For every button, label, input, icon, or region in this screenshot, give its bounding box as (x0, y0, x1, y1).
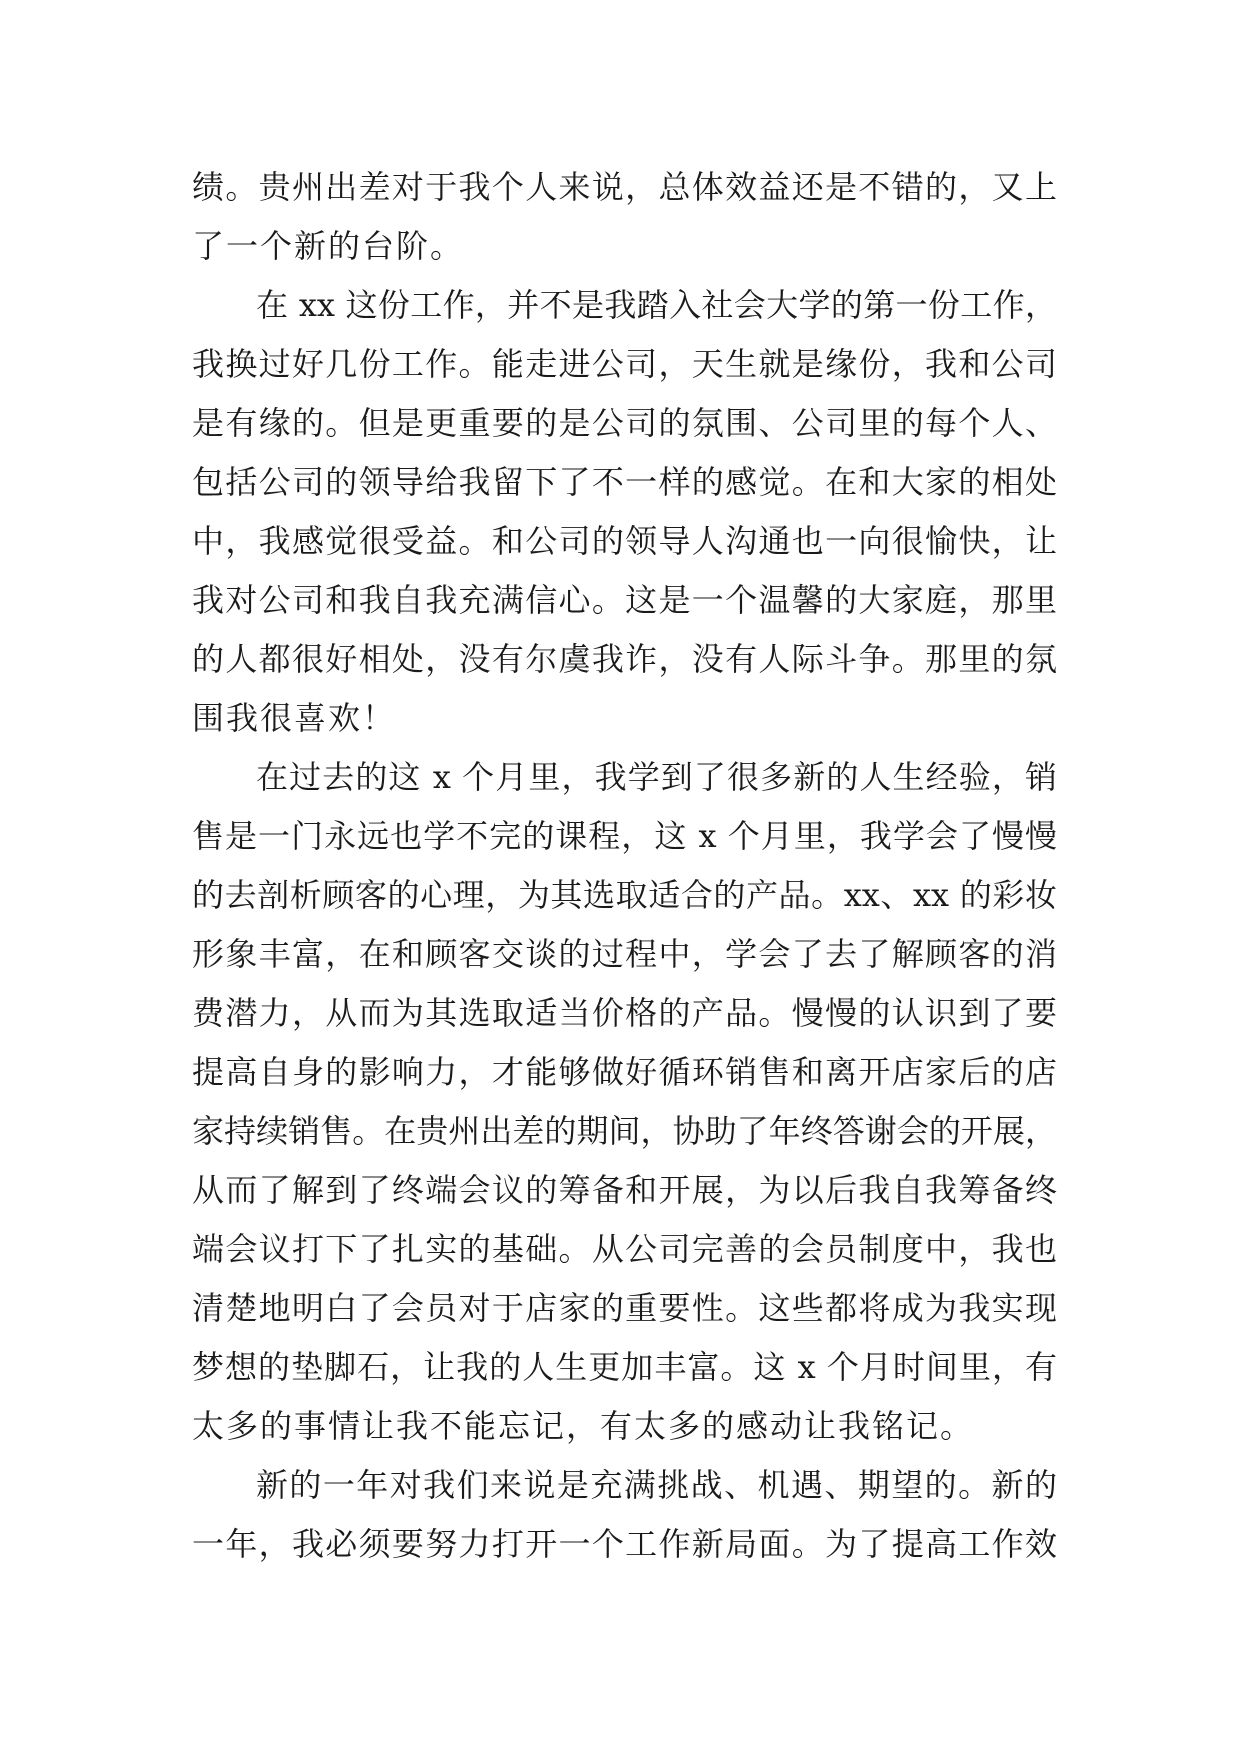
text-line: 的人都很好相处，没有尔虞我诈，没有人际斗争。那里的氛 (192, 640, 1057, 678)
text-line: 售是一门永远也学不完的课程，这 x 个月里，我学会了慢慢 (192, 817, 1057, 855)
text-line: 新的一年对我们来说是充满挑战、机遇、期望的。新的 (256, 1466, 1057, 1504)
text-line: 中，我感觉很受益。和公司的领导人沟通也一向很愉快，让 (192, 522, 1057, 560)
text-line: 我换过好几份工作。能走进公司，天生就是缘份，我和公司 (192, 345, 1057, 383)
text-line: 家持续销售。在贵州出差的期间，协助了年终答谢会的开展， (192, 1112, 1057, 1150)
text-line: 从而了解到了终端会议的筹备和开展，为以后我自我筹备终 (192, 1171, 1057, 1209)
text-line: 围我很喜欢！ (192, 699, 397, 737)
text-line: 在 xx 这份工作，并不是我踏入社会大学的第一份工作， (256, 286, 1057, 324)
text-line: 是有缘的。但是更重要的是公司的氛围、公司里的每个人、 (192, 404, 1057, 442)
text-line: 一年，我必须要努力打开一个工作新局面。为了提高工作效 (192, 1525, 1057, 1563)
text-line: 包括公司的领导给我留下了不一样的感觉。在和大家的相处 (192, 463, 1057, 501)
text-line: 绩。贵州出差对于我个人来说，总体效益还是不错的，又上 (192, 168, 1057, 206)
text-line: 费潜力，从而为其选取适当价格的产品。慢慢的认识到了要 (192, 994, 1057, 1032)
text-line: 太多的事情让我不能忘记，有太多的感动让我铭记。 (192, 1407, 975, 1445)
text-line: 形象丰富，在和顾客交谈的过程中，学会了去了解顾客的消 (192, 935, 1057, 973)
text-line: 在过去的这 x 个月里，我学到了很多新的人生经验，销 (256, 758, 1057, 796)
text-line: 的去剖析顾客的心理，为其选取适合的产品。xx、xx 的彩妆 (192, 876, 1057, 914)
text-line: 我对公司和我自我充满信心。这是一个温馨的大家庭，那里 (192, 581, 1057, 619)
text-line: 提高自身的影响力，才能够做好循环销售和离开店家后的店 (192, 1053, 1057, 1091)
text-line: 端会议打下了扎实的基础。从公司完善的会员制度中，我也 (192, 1230, 1057, 1268)
text-line: 了一个新的台阶。 (192, 227, 465, 265)
body-text (192, 158, 1057, 1574)
text-line: 梦想的垫脚石，让我的人生更加丰富。这 x 个月时间里，有 (192, 1348, 1057, 1386)
text-line: 清楚地明白了会员对于店家的重要性。这些都将成为我实现 (192, 1289, 1057, 1327)
